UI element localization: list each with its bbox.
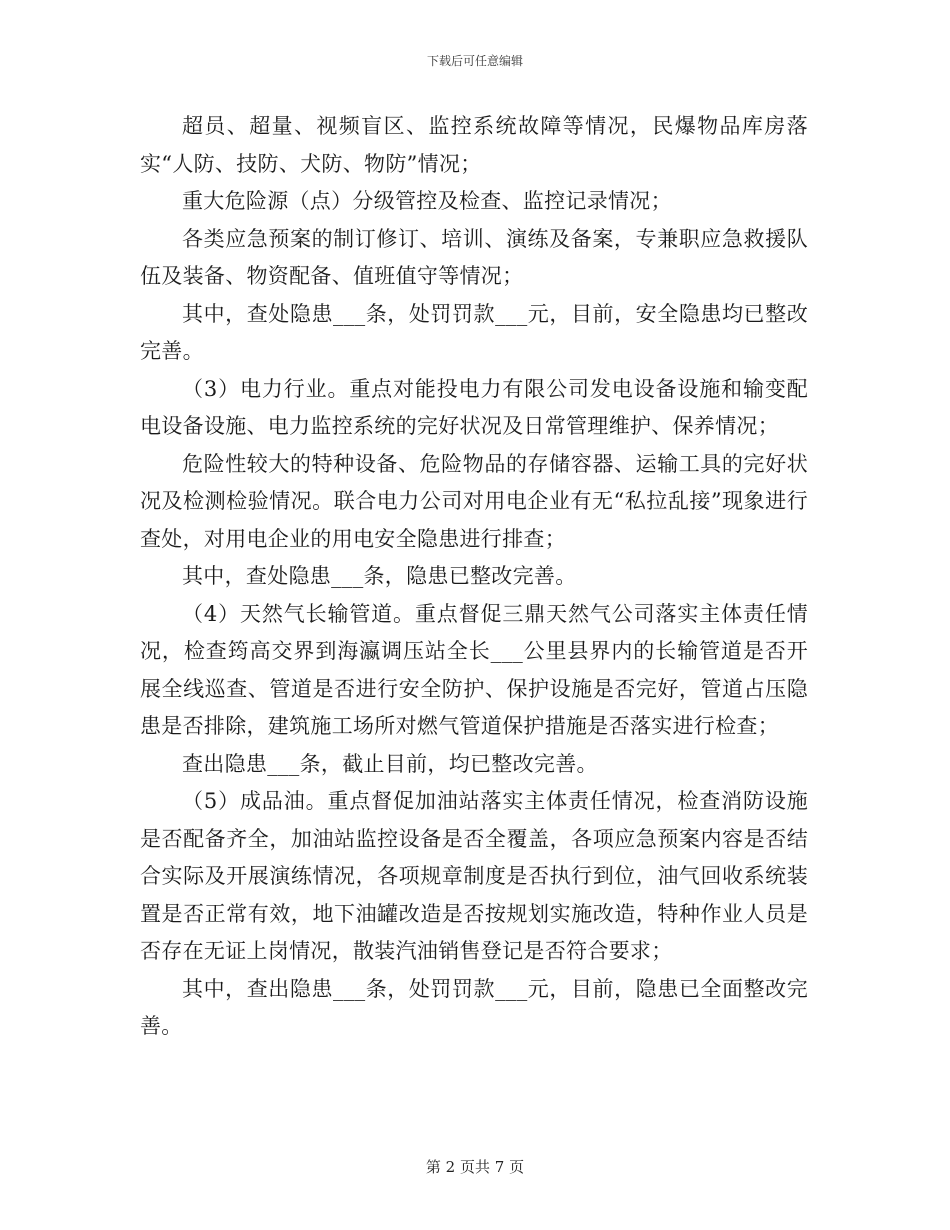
paragraph-5: （3）电力行业。重点对能投电力有限公司发电设备设施和输变配电设备设施、电力监控系统的完好状况及日常管理维护、保养情况；	[140, 376, 808, 438]
paragraph-11: 其中，查出隐患___条，处罚罚款___元，目前，隐患已全面整改完善。	[140, 976, 808, 1038]
paragraph-9: 查出隐患___条，截止目前，均已整改完善。	[182, 751, 598, 776]
paragraph-4: 其中，查处隐患___条，处罚罚款___元，目前，安全隐患均已整改完善。	[140, 301, 808, 363]
page-footer: 第 2 页共 7 页	[425, 1158, 525, 1176]
paragraph-10: （5）成品油。重点督促加油站落实主体责任情况，检查消防设施是否配备齐全，加油站监控设备是否全覆盖，各项应急预案内容是否结合实际及开展演练情况，各项规章制度是否执行到位，油气回收系统装置是否正常有效，地下油罐改造是否按规划实施改造，特种作业人员是否存在无证上岗情况，散装汽油销售登记是否符合要求；	[140, 789, 808, 963]
paragraph-6: 危险性较大的特种设备、危险物品的存储容器、运输工具的完好状况及检测检验情况。联合电力公司对用电企业有无“私拉乱接”现象进行查处，对用电企业的用电安全隐患进行排查；	[140, 451, 808, 551]
paragraph-1: 超员、超量、视频盲区、监控系统故障等情况，民爆物品库房落实“人防、技防、犬防、物防”情况；	[140, 114, 808, 176]
page-header: 下载后可任意编辑	[426, 54, 523, 68]
document-body	[140, 108, 808, 1046]
paragraph-7: 其中，查处隐患___条，隐患已整改完善。	[182, 564, 577, 588]
paragraph-3: 各类应急预案的制订修订、培训、演练及备案，专兼职应急救援队伍及装备、物资配备、值班值守等情况；	[140, 226, 808, 288]
paragraph-8: （4）天然气长输管道。重点督促三鼎天然气公司落实主体责任情况，检查筠高交界到海瀛调压站全长___公里县界内的长输管道是否开展全线巡查、管道是否进行安全防护、保护设施是否完好，管道占压隐患是否排除，建筑施工场所对燃气管道保护措施是否落实进行检查；	[140, 601, 808, 738]
paragraph-2: 重大危险源（点）分级管控及检查、监控记录情况；	[182, 189, 672, 213]
